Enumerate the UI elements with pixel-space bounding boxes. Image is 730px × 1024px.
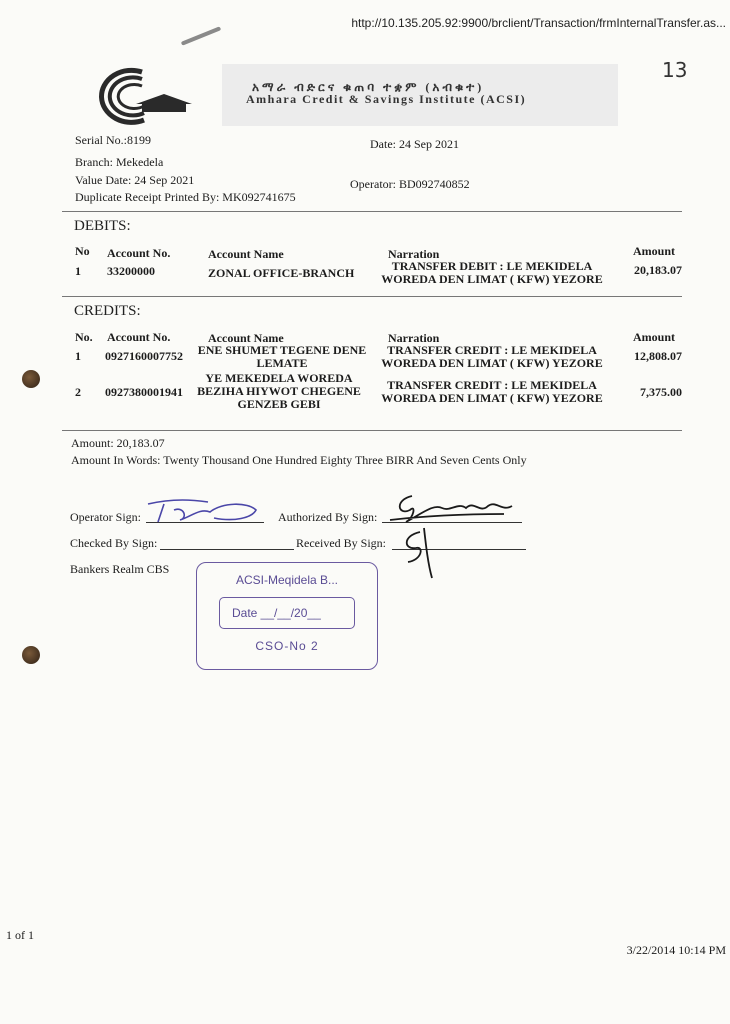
- stamp-title: ACSI-Meqidela B...: [235, 573, 339, 587]
- credit-narration: TRANSFER CREDIT : LE MEKIDELA WOREDA DEN LIMAT ( KFW) YEZORE: [381, 378, 603, 405]
- col-account-no: Account No.: [107, 330, 171, 344]
- credit-no: 2: [75, 385, 81, 399]
- credit-account-no: 0927160007752: [105, 349, 183, 363]
- checked-sign-line: [160, 549, 294, 550]
- col-account-no: Account No.: [107, 246, 171, 260]
- divider: [62, 296, 682, 297]
- operator-id: Operator: BD092740852: [350, 177, 470, 191]
- paper-clip: [181, 26, 221, 45]
- serial-number: Serial No.:8199: [75, 133, 151, 147]
- debit-amount: 20,183.07: [634, 263, 682, 277]
- amount-in-words: Amount In Words: Twenty Thousand One Hundred Eighty Three BIRR And Seven Cents Only: [71, 453, 527, 467]
- debit-account-no: 33200000: [107, 264, 155, 278]
- divider: [62, 211, 682, 212]
- authorized-sign-label: Authorized By Sign:: [278, 510, 378, 524]
- operator-signature-icon: [144, 496, 264, 526]
- stamp-cso: CSO-No 2: [255, 639, 319, 653]
- branch-stamp: [196, 562, 378, 670]
- debit-no: 1: [75, 264, 81, 278]
- received-sign-label: Received By Sign:: [296, 536, 386, 550]
- stamp-date-box: [219, 597, 355, 629]
- punch-hole-bottom: [22, 646, 40, 664]
- punch-hole-top: [22, 370, 40, 388]
- system-name: Bankers Realm CBS: [70, 562, 170, 576]
- debit-narration: TRANSFER DEBIT : LE MEKIDELA WOREDA DEN LIMAT ( KFW) YEZORE: [381, 259, 603, 286]
- org-name-amharic: አማራ ብድርና ቁጠባ ተቋም (አብቁተ): [252, 80, 485, 94]
- credits-title: CREDITS:: [74, 303, 141, 319]
- credit-account-no: 0927380001941: [105, 385, 183, 399]
- duplicate-printed-by: Duplicate Receipt Printed By: MK092741675: [75, 190, 296, 204]
- col-account-name: Account Name: [208, 331, 284, 345]
- credit-amount: 12,808.07: [634, 349, 682, 363]
- value-date: Value Date: 24 Sep 2021: [75, 173, 195, 187]
- total-amount: Amount: 20,183.07: [71, 436, 165, 450]
- receipt-date: Date: 24 Sep 2021: [370, 137, 459, 151]
- operator-sign-label: Operator Sign:: [70, 510, 141, 524]
- debits-title: DEBITS:: [74, 218, 131, 234]
- credit-no: 1: [75, 349, 81, 363]
- page-count: 1 of 1: [6, 928, 34, 942]
- authorized-signature-icon: [384, 490, 524, 526]
- col-amount: Amount: [632, 330, 675, 344]
- divider: [62, 430, 682, 431]
- col-narration: Narration: [388, 331, 440, 345]
- org-name-english: Amhara Credit & Savings Institute (ACSI): [246, 92, 527, 106]
- debit-account-name: ZONAL OFFICE-BRANCH: [208, 266, 355, 280]
- col-account-name: Account Name: [208, 247, 284, 261]
- received-signature-icon: [394, 524, 444, 580]
- credit-account-name: ENE SHUMET TEGENE DENE LEMATE: [197, 343, 367, 370]
- handwritten-page-number: 13: [662, 58, 688, 82]
- credit-narration: TRANSFER CREDIT : LE MEKIDELA WOREDA DEN LIMAT ( KFW) YEZORE: [381, 343, 603, 370]
- print-url: http://10.135.205.92:9900/brclient/Transaction/frmInternalTransfer.as...: [351, 16, 726, 30]
- print-timestamp: 3/22/2014 10:14 PM: [626, 943, 726, 957]
- col-narration: Narration: [388, 247, 440, 261]
- acsi-logo-icon: [84, 66, 196, 126]
- col-no: No: [75, 244, 90, 258]
- branch: Branch: Mekedela: [75, 155, 164, 169]
- stamp-date: Date __/__/20__: [232, 606, 321, 620]
- col-no: No.: [75, 330, 93, 344]
- credit-amount: 7,375.00: [640, 385, 682, 399]
- credit-account-name: YE MEKEDELA WOREDA BEZIHA HIYWOT CHEGENE GENZEB GEBI: [197, 371, 361, 411]
- checked-sign-label: Checked By Sign:: [70, 536, 158, 550]
- col-amount: Amount: [632, 244, 675, 258]
